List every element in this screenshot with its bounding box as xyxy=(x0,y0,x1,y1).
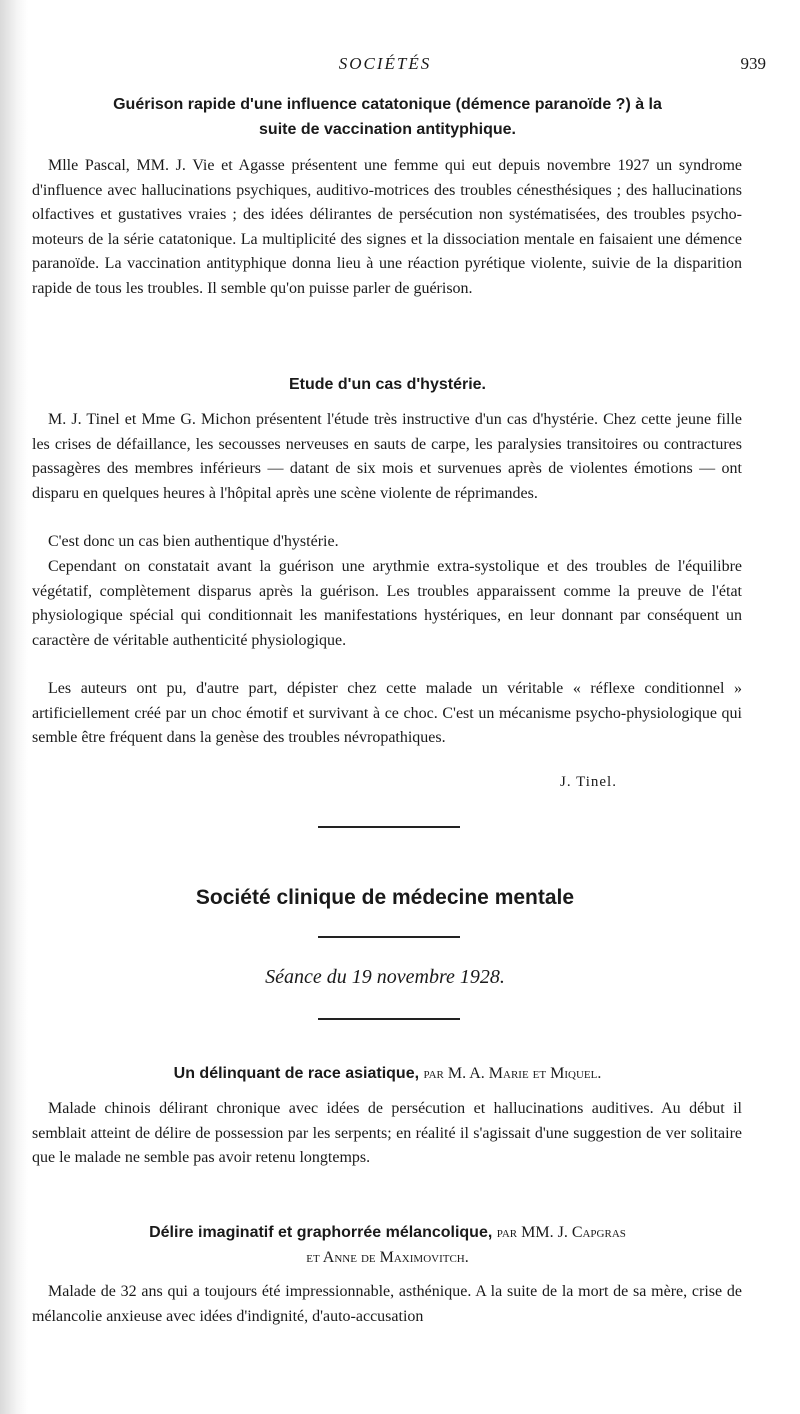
section-4-heading xyxy=(30,1220,745,1270)
society-title: Société clinique de médecine mentale xyxy=(195,886,575,909)
section-4-heading-line-1 xyxy=(30,1220,745,1245)
page-gutter-shadow xyxy=(0,0,28,1414)
section-4-title: Délire imaginatif et graphorrée mélancolique, xyxy=(149,1224,493,1241)
section-1-heading-line-1: Guérison rapide d'une influence catatonique (démence paranoïde ?) à la xyxy=(113,96,662,113)
session-date: Séance du 19 novembre 1928. xyxy=(265,966,505,988)
signature: J. Tinel. xyxy=(560,774,617,790)
section-2-paragraph-3: Cependant on constatait avant la guérison une arythmie extra-systolique et des troubles de l'équilibre végétatif, complètement disparus après la guérison. Les troubles apparaissent comme la preuve de l'état physiologique spécial qui conditionnait les manifestations hystériques, en leur donnant par conséquent un caractère de véritable authenticité physiologique. xyxy=(32,558,742,649)
section-2-paragraph-2: C'est donc un cas bien authentique d'hystérie. xyxy=(48,533,339,550)
section-1-heading-line-2: suite de vaccination antityphique. xyxy=(259,121,516,138)
section-3-authors: par M. A. Marie et Miquel. xyxy=(423,1065,602,1082)
running-header xyxy=(0,54,800,78)
divider-rule-2 xyxy=(318,936,460,938)
section-2-heading: Etude d'un cas d'hystérie. xyxy=(289,376,486,393)
section-4-paragraph: Malade de 32 ans qui a toujours été impressionnable, asthénique. A la suite de la mort de sa mère, crise de mélancolie anxieuse avec idées d'indignité, d'auto-accusation xyxy=(32,1283,742,1325)
section-4-heading-line-2: et Anne de Maximovitch. xyxy=(306,1249,469,1266)
page-number: 939 xyxy=(740,54,766,73)
running-title: SOCIÉTÉS xyxy=(338,54,432,73)
section-3-paragraph: Malade chinois délirant chronique avec idées de persécution et hallucinations auditives. Au début il semblait atteint de délire de possession par les serpents; en réalité il s'agissait d'une suggestion de ver solitaire que le malade ne semble pas avoir retenu longtemps. xyxy=(32,1100,742,1167)
section-3-title: Un délinquant de race asiatique, xyxy=(173,1065,420,1082)
section-1-paragraph: Mlle Pascal, MM. J. Vie et Agasse présentent une femme qui eut depuis novembre 1927 un syndrome d'influence avec hallucinations psychiques, auditivo-motrices des troubles cénesthésiques ; des hallucinations olfactives et gustatives vraies ; des idées délirantes de persécution non systématisées, des troubles psycho-moteurs de la série catatonique. La multiplicité des signes et la dissociation mentale en faisaient une démence paranoïde. La vaccination antityphique donna lieu à une réaction pyrétique violente, suivie de la disparition rapide de tous les troubles. Il semble qu'on puisse parler de guérison. xyxy=(32,157,742,297)
section-3-heading xyxy=(30,1061,745,1086)
section-1-heading xyxy=(30,92,745,142)
section-2-paragraph-4: Les auteurs ont pu, d'autre part, dépister chez cette malade un véritable « réflexe conditionnel » artificiellement créé par un choc émotif et survivant à ce choc. C'est un mécanisme psycho-physiologique qui semble être fréquent dans la genèse des troubles névropathiques. xyxy=(32,680,742,747)
divider-rule-1 xyxy=(318,826,460,828)
divider-rule-3 xyxy=(318,1018,460,1020)
section-4-authors: par MM. J. Capgras xyxy=(496,1224,626,1241)
section-2-paragraph-1: M. J. Tinel et Mme G. Michon présentent l'étude très instructive d'un cas d'hystérie. Chez cette jeune fille les crises de défaillance, les secousses nerveuses en sauts de carpe, les paralysies transitoires ou contractures passagères des membres inférieurs — datant de six mois et survenues après de violentes émotions — ont disparu en quelques heures à l'hôpital après une scène violente de réprimandes. xyxy=(32,411,742,502)
